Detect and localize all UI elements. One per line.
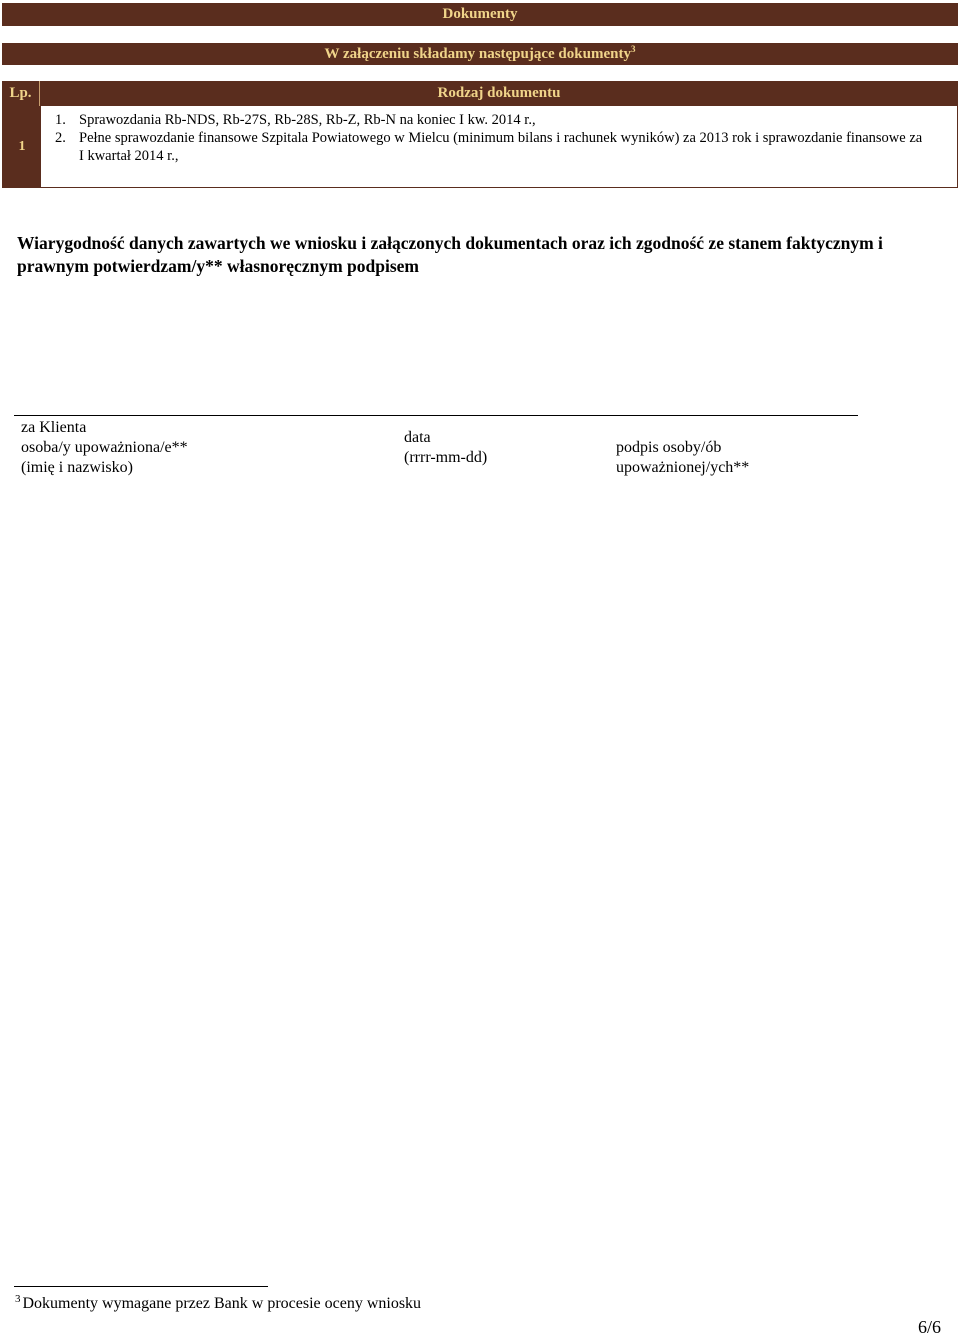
section-title — [2, 3, 958, 26]
date-label: data — [404, 429, 431, 446]
column-header-document-type: Rodzaj dokumentu — [437, 85, 561, 101]
table-row — [2, 106, 958, 188]
column-header-lp: Lp. — [2, 81, 40, 106]
signature-sign-block — [616, 438, 749, 478]
date-format-label: (rrrr-mm-dd) — [404, 449, 488, 466]
list-item-number: 2. — [55, 130, 66, 146]
page-number: 6/6 — [918, 1317, 942, 1337]
document-list — [41, 106, 957, 187]
client-label: za Klienta — [21, 419, 87, 436]
list-item — [41, 129, 957, 165]
attachments-header-text: W załączeniu składamy następujące dokumenty — [324, 46, 631, 62]
footnote-text: Dokumenty wymagane przez Bank w procesie oceny wniosku — [22, 1295, 422, 1312]
footnote-divider — [14, 1286, 268, 1287]
list-item-number: 1. — [55, 112, 66, 128]
signature-authorized-label: upoważnionej/ych** — [616, 459, 750, 476]
row-number: 1 — [3, 106, 41, 187]
list-item-text: Pełne sprawozdanie finansowe Szpitala Powiatowego w Mielcu (minimum bilans i rachunek wyników) za 2013 rok i sprawozdanie finansowe za I kwartał 2014 r., — [79, 130, 923, 164]
footnote — [15, 1294, 421, 1314]
footnote-ref: 3 — [630, 44, 636, 54]
signature-line — [14, 415, 858, 416]
documents-table-header — [2, 81, 958, 106]
signature-date-block — [404, 428, 487, 468]
list-item-text: Sprawozdania Rb-NDS, Rb-27S, Rb-28S, Rb-Z, Rb-N na koniec I kw. 2014 r., — [79, 112, 536, 128]
list-item — [41, 111, 957, 129]
section-title-text: Dokumenty — [442, 6, 518, 22]
attachments-header — [2, 43, 958, 65]
authorized-person-label: osoba/y upoważniona/e** — [21, 439, 188, 456]
signature-label: podpis osoby/ób — [616, 439, 722, 456]
signature-client-block — [21, 418, 188, 478]
confirmation-statement: Wiarygodność danych zawartych we wniosku i załączonych dokumentach oraz ich zgodność ze stanem faktycznym i prawnym potwierdzam/y** własnoręcznym podpisem — [17, 233, 883, 276]
name-label: (imię i nazwisko) — [21, 459, 133, 476]
footnote-mark: 3 — [15, 1292, 21, 1305]
